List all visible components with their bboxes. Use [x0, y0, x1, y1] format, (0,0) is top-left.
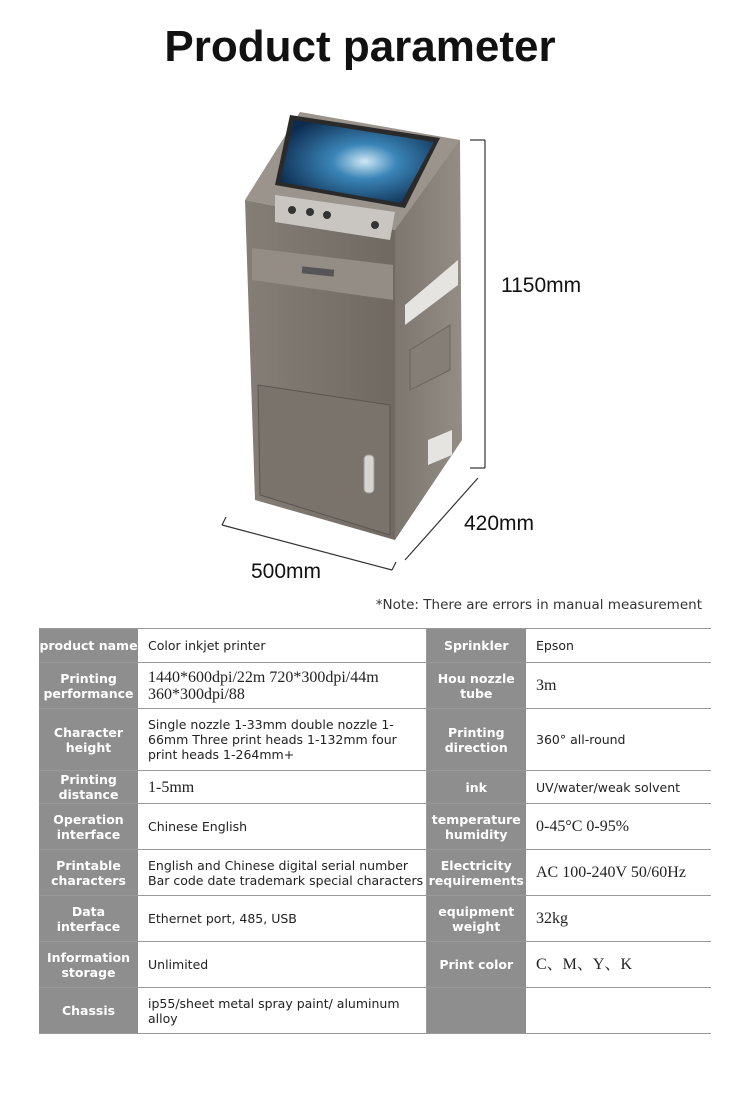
spec-value: 360° all-round — [526, 709, 711, 771]
spec-label: Printing performance — [39, 663, 138, 709]
spec-label: Operation interface — [39, 804, 138, 850]
width-dimension: 500mm — [251, 560, 322, 583]
table-row — [39, 771, 711, 804]
spec-label: product name — [39, 629, 138, 663]
spec-label: Printing distance — [39, 771, 138, 804]
spec-value: C、M、Y、K — [526, 942, 711, 988]
height-dimension: 1150mm — [501, 274, 582, 297]
spec-value — [526, 988, 711, 1034]
spec-label: Printable characters — [39, 850, 138, 896]
spec-value: AC 100-240V 50/60Hz — [526, 850, 711, 896]
table-row — [39, 850, 711, 896]
printer-kiosk-illustration — [0, 100, 750, 600]
spec-table — [39, 628, 711, 1034]
spec-value: Single nozzle 1-33mm double nozzle 1-66mm Three print heads 1-132mm four print heads 1-264mm+ — [138, 709, 426, 771]
spec-label: ink — [426, 771, 526, 804]
spec-label: Hou nozzle tube — [426, 663, 526, 709]
table-row — [39, 804, 711, 850]
spec-value: 1440*600dpi/22m 720*300dpi/44m 360*300dpi/88 — [138, 663, 426, 709]
spec-value: 1-5mm — [138, 771, 426, 804]
page-title: Product parameter — [164, 22, 556, 71]
spec-value: Color inkjet printer — [138, 629, 426, 663]
spec-value: 3m — [526, 663, 711, 709]
spec-label: Print color — [426, 942, 526, 988]
table-row — [39, 709, 711, 771]
spec-label: Character height — [39, 709, 138, 771]
spec-value: English and Chinese digital serial number Bar code date trademark special characters — [138, 850, 426, 896]
measurement-note: *Note: There are errors in manual measurement — [375, 597, 702, 613]
table-row — [39, 942, 711, 988]
table-row — [39, 663, 711, 709]
spec-label: temperature humidity — [426, 804, 526, 850]
table-row — [39, 629, 711, 663]
spec-value: Ethernet port, 485, USB — [138, 896, 426, 942]
spec-label — [426, 988, 526, 1034]
depth-dimension: 420mm — [464, 512, 535, 535]
spec-label: equipment weight — [426, 896, 526, 942]
table-row — [39, 988, 711, 1034]
spec-value: 0-45°C 0-95% — [526, 804, 711, 850]
spec-label: Information storage — [39, 942, 138, 988]
spec-value: Chinese English — [138, 804, 426, 850]
spec-label: Printing direction — [426, 709, 526, 771]
spec-label: Chassis — [39, 988, 138, 1034]
spec-value: Unlimited — [138, 942, 426, 988]
spec-label: Sprinkler — [426, 629, 526, 663]
spec-value: 32kg — [526, 896, 711, 942]
spec-label: Data interface — [39, 896, 138, 942]
spec-label: Electricity requirements — [426, 850, 526, 896]
spec-value: UV/water/weak solvent — [526, 771, 711, 804]
spec-value: Epson — [526, 629, 711, 663]
spec-value: ip55/sheet metal spray paint/ aluminum alloy — [138, 988, 426, 1034]
table-row — [39, 896, 711, 942]
